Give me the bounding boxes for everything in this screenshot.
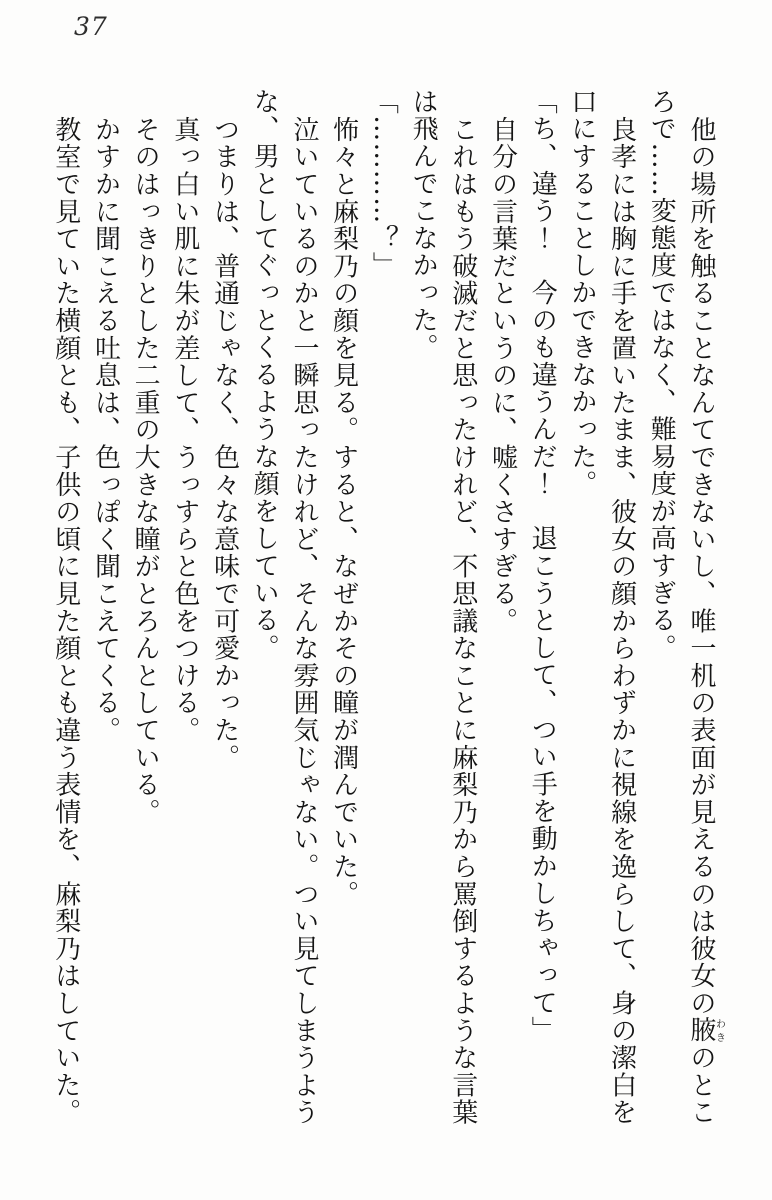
- text-line: つまりは、普通じゃなく、色々な意味で可愛かった。: [209, 115, 240, 771]
- text-line: 「ち、違う！ 今のも違うんだ！ 退こうとして、つい手を動かしちゃって」: [527, 88, 558, 1044]
- text-line: 教室で見ていた横顔とも、子供の頃に見た顔とも違う表情を、麻梨乃はしていた。: [50, 115, 81, 1126]
- text-line: 「…………？」: [368, 88, 399, 280]
- text-line: 泣いているのかと一瞬思ったけれど、そんな雰囲気じゃない。つい見てしまうよう: [288, 115, 319, 1126]
- text-line: 他の場所を触ることなんてできないし、唯一机の表面が見えるのは彼女の腋わきのとこ: [686, 115, 725, 1126]
- text-line: な、男としてぐっとくるような顔をしている。: [249, 88, 280, 662]
- page-number: 37: [74, 12, 108, 41]
- text-line: かすかに聞こえる吐息は、色っぽく聞こえてくる。: [90, 115, 121, 744]
- text-line: 良孝には胸に手を置いたまま、彼女の顔からわずかに視線を逸らして、身の潔白を: [606, 115, 637, 1126]
- text-line: これはもう破滅だと思ったけれど、不思議なことに麻梨乃から罵倒するような言葉: [447, 115, 478, 1126]
- text-line: そのはっきりとした二重の大きな瞳がとろんとしている。: [130, 115, 161, 826]
- text-line: 口にすることしかできなかった。: [566, 88, 597, 498]
- text-line: 真っ白い肌に朱が差して、うっすらと色をつける。: [169, 115, 200, 744]
- text-line: 怖々と麻梨乃の顔を見る。すると、なぜかその瞳が潤んでいた。: [328, 115, 359, 908]
- text-line: は飛んでこなかった。: [408, 88, 439, 361]
- text-line: ろで……変態度ではなく、難易度が高すぎる。: [646, 88, 677, 662]
- text-line: 自分の言葉だというのに、嘘くさすぎる。: [487, 115, 518, 635]
- vertical-text-block: [45, 88, 724, 1143]
